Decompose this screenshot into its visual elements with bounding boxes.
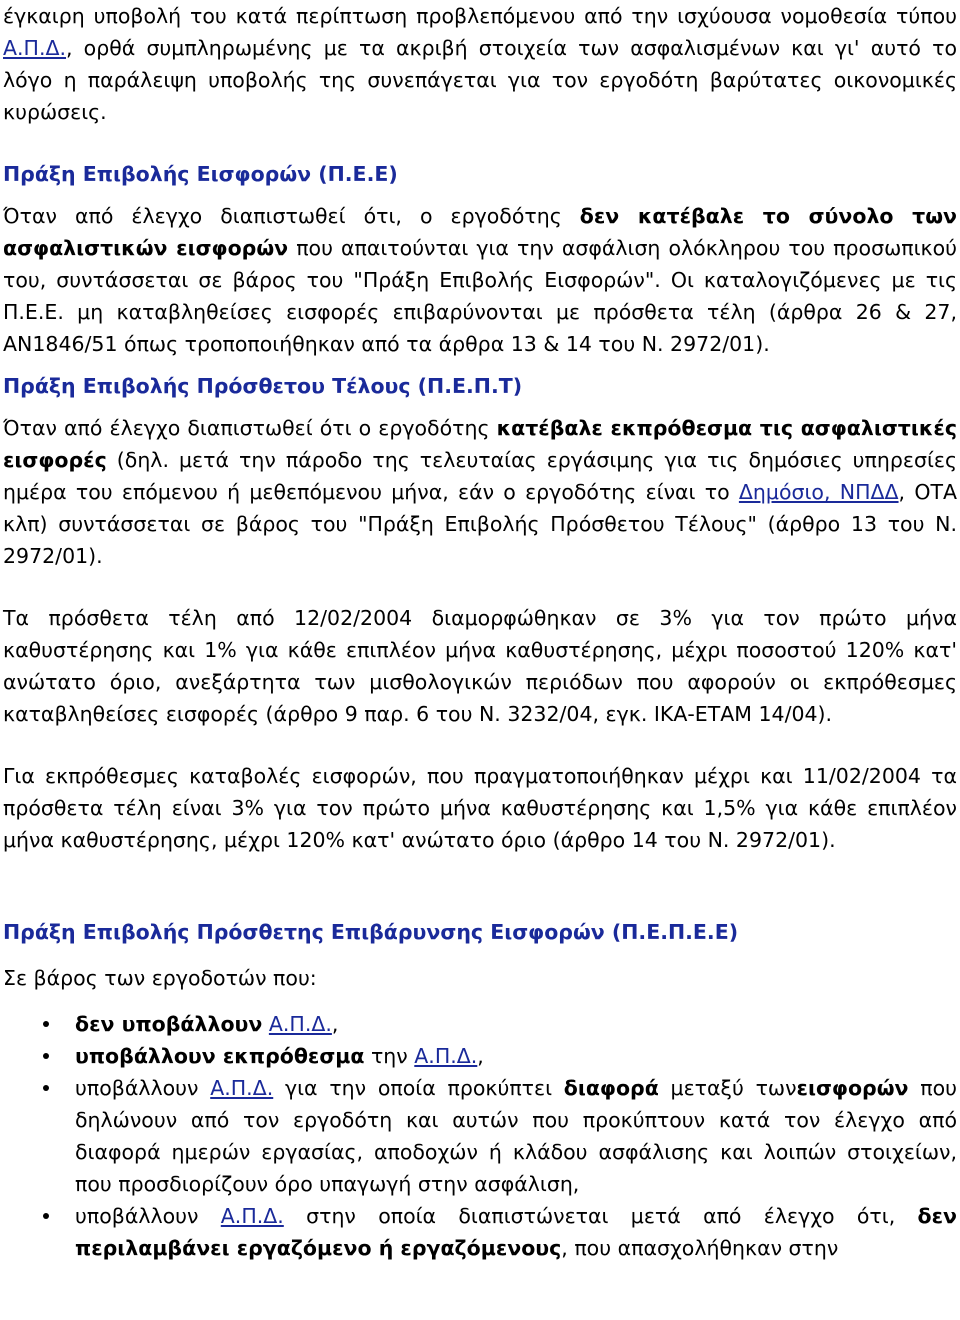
apd-link[interactable]: Α.Π.Δ. — [414, 1044, 478, 1068]
pept-paragraph — [3, 412, 957, 572]
section-heading-pept: Πράξη Επιβολής Πρόσθετου Τέλους (Π.Ε.Π.Τ) — [3, 374, 523, 398]
list-item — [75, 1008, 957, 1040]
pept-bold: κατέβαλε εκπρόθεσμα τις ασφαλιστικές εισφορές — [3, 416, 958, 472]
pee-bold: δεν κατέβαλε το σύνολο των ασφαλιστικών εισφορών — [3, 204, 958, 260]
bullet-icon — [43, 1213, 49, 1219]
item-bold: δεν περιλαμβάνει εργαζόμενο ή εργαζόμενους — [75, 1204, 958, 1260]
surcharge-paragraph: Τα πρόσθετα τέλη από 12/02/2004 διαμορφώθηκαν σε 3% για τον πρώτο μήνα καθυστέρησης και 1% για κάθε επιπλέον μήνα καθυστέρησης, μέχρι ποσοστού 120% κατ' ανώτατο όριο, ανεξάρτητα των μισθολογικών περιόδων που αφορούν οι εκπρόθεσμες καταβληθείσες εισφορές (άρθρο 9 παρ. 6 του Ν. 3232/04, εγκ. ΙΚΑ-ΕΤΑΜ 14/04). — [3, 606, 957, 726]
intro-text-a: έγκαιρη υποβολή του κατά περίπτωση προβλεπόμενου από την ισχύουσα νομοθεσία τύπου — [3, 4, 957, 28]
item-text-b: στην οποία διαπιστώνεται μετά από έλεγχο ότι, — [283, 1204, 918, 1228]
pee-paragraph — [3, 200, 957, 360]
section-heading-pepee: Πράξη Επιβολής Πρόσθετης Επιβάρυνσης Εισφορών (Π.Ε.Π.Ε.Ε) — [3, 920, 739, 944]
item-bold: υποβάλλουν εκπρόθεσμα — [75, 1044, 365, 1068]
pept-text-c: , ΟΤΑ κλπ) συντάσσεται σε βάρος του "Πράξη Επιβολής Πρόσθετου Τέλους" (άρθρο 13 του Ν. 2972/01). — [3, 480, 958, 568]
item-tail: , — [331, 1012, 339, 1036]
apd-link[interactable]: Α.Π.Δ. — [3, 36, 67, 60]
intro-text-b: , ορθά συμπληρωμένης με τα ακριβή στοιχεία των ασφαλισμένων και γι' αυτό το λόγο η παράλειψη υποβολής της συνεπάγεται για τον εργοδότη βαρύτατες οικονομικές κυρώσεις. — [3, 36, 957, 124]
item-text-c: , που απασχολήθηκαν στην — [561, 1236, 839, 1260]
bullet-icon — [43, 1021, 49, 1027]
item-text-c: μεταξύ των — [658, 1076, 797, 1100]
item-text-d: που δηλώνουν από τον εργοδότη και αυτών που προκύπτουν κατά τον έλεγχο από διαφορά ημερών εργασίας, αποδοχών ή κλάδου ασφάλισης και λοιπών στοιχείων, που προσδιορίζουν όρο υπαγωγή στην ασφάλιση, — [75, 1076, 957, 1196]
list-item — [75, 1072, 957, 1200]
apd-link[interactable]: Α.Π.Δ. — [210, 1076, 274, 1100]
pee-text-b: που απαιτούνται για την ασφάλιση ολόκληρου του προσωπικού του, συντάσσεται σε βάρος του "Πράξη Επιβολής Εισφορών". Οι καταλογιζόμενες με τις Π.Ε.Ε. μη καταβληθείσες εισφορές επιβαρύνονται με πρόσθετα τέλη (άρθρα 26 & 27, ΑΝ1846/51 όπως τροποποιήθηκαν από τα άρθρα 13 & 14 του Ν. 2972/01). — [3, 236, 958, 356]
item-text-a: υποβάλλουν — [75, 1204, 221, 1228]
pee-text-a: Όταν από έλεγχο διαπιστωθεί ότι, ο εργοδότης — [3, 204, 580, 228]
dimosio-link[interactable]: Δημόσιο, ΝΠΔΔ — [738, 480, 899, 504]
employers-intro: Σε βάρος των εργοδοτών που: — [3, 966, 317, 990]
bullet-icon — [43, 1085, 49, 1091]
bullet-icon — [43, 1053, 49, 1059]
apd-link[interactable]: Α.Π.Δ. — [268, 1012, 332, 1036]
apd-link[interactable]: Α.Π.Δ. — [220, 1204, 284, 1228]
item-mid: την — [364, 1044, 415, 1068]
intro-paragraph — [3, 0, 957, 128]
list-item — [75, 1040, 957, 1072]
item-bold-eisforon: εισφορών — [796, 1076, 909, 1100]
item-text-b: για την οποία προκύπτει — [273, 1076, 564, 1100]
item-tail: , — [477, 1044, 484, 1068]
item-bold-diafora: διαφορά — [563, 1076, 659, 1100]
item-text-a: υποβάλλουν — [75, 1076, 211, 1100]
item-bold: δεν υποβάλλουν — [75, 1012, 263, 1036]
pept-text-b: (δηλ. μετά την πάροδο της τελευταίας εργάσιμης για τις δημόσιες υπηρεσίες ημέρα του επόμενου ή μεθεπόμενου μήνα, εάν ο εργοδότης είναι το — [3, 448, 957, 504]
section-heading-pee: Πράξη Επιβολής Εισφορών (Π.Ε.Ε) — [3, 162, 398, 186]
employer-list — [3, 1008, 957, 1264]
pept-text-a: Όταν από έλεγχο διαπιστωθεί ότι ο εργοδότης — [3, 416, 497, 440]
list-item — [75, 1200, 957, 1264]
late-payment-paragraph: Για εκπρόθεσμες καταβολές εισφορών, που πραγματοποιήθηκαν μέχρι και 11/02/2004 τα πρόσθετα τέλη είναι 3% για τον πρώτο μήνα καθυστέρησης και 1,5% για κάθε επιπλέον μήνα καθυστέρησης, μέχρι 120% κατ' ανώτατο όριο (άρθρο 14 του Ν. 2972/01). — [3, 764, 957, 852]
